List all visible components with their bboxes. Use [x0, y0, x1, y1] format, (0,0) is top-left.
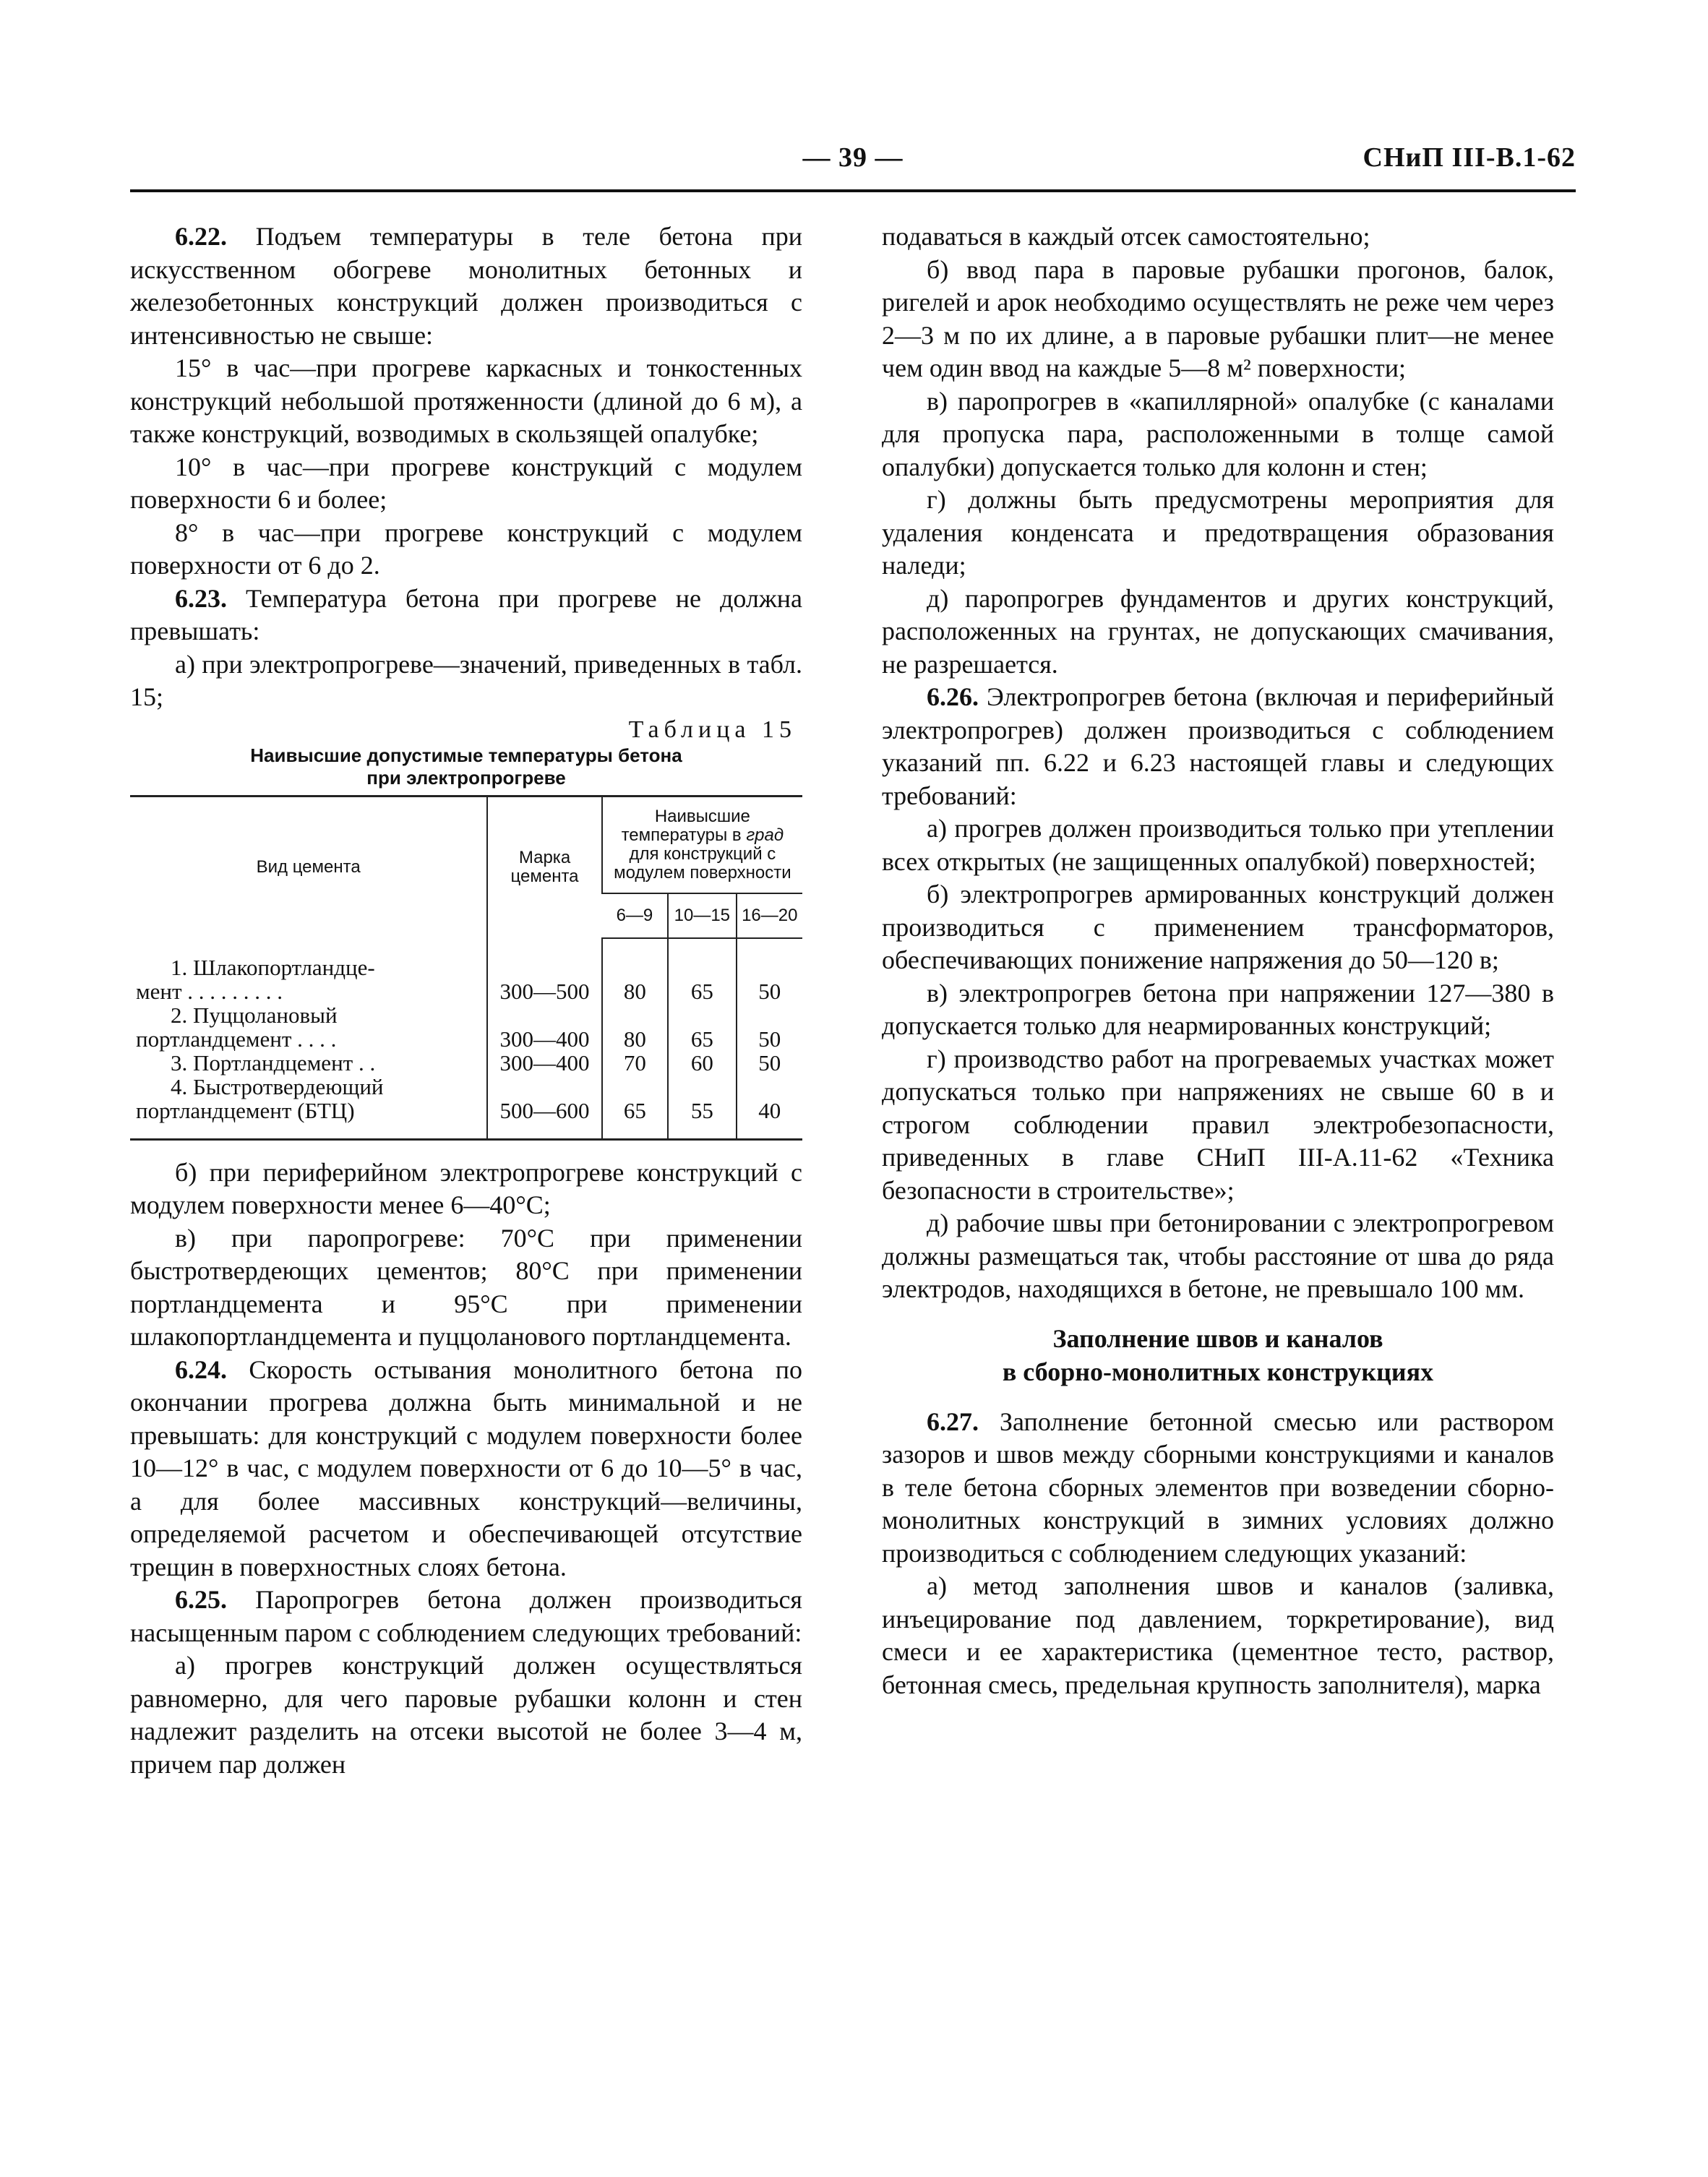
table-caption: Таблица 15	[628, 716, 797, 743]
cell-temp-1: 70	[602, 1051, 668, 1075]
section-heading	[882, 1322, 1554, 1388]
paragraph-6-24	[130, 1354, 802, 1584]
paragraph-a-insulation: а) прогрев должен производиться только при утеплении всех открытых (не защищенных опалубкой) поверхностей;	[882, 814, 1554, 876]
paragraph-g-safety: г) производство работ на прогреваемых участках может допускаться только при напряжениях не свыше 60 в и строгом соблюдении правил электробезопасности, приведенных в главе СНиП III-А.11-62 «Техника безопасности в строительстве»;	[882, 1044, 1554, 1205]
cement-type-line-2: портландцемент . . . .	[136, 1026, 337, 1052]
cell-temp-2: 65	[668, 1003, 736, 1051]
cell-cement-type	[130, 938, 487, 1003]
paragraph-6-27	[882, 1406, 1554, 1571]
cement-type-line-1: 1. Шлакопортландце-	[171, 954, 375, 980]
paragraph-a-method: а) метод заполнения швов и каналов (заливка, инъецирование под давлением, торкретирование), вид смеси и ее характеристика (цементное тесто, раствор, бетонная смесь, предельная крупность заполнителя), марка	[882, 1571, 1554, 1699]
cell-grade: 300—500	[487, 938, 601, 1003]
paragraph-b-steam-input: б) ввод пара в паровые рубашки прогонов, балок, ригелей и арок необходимо осуществлять не реже чем через 2—3 м по их длине, а в паровые рубашки плит—не менее чем один ввод на каждые 5—8 м² поверхности;	[882, 254, 1554, 382]
header-temp-unit: град	[746, 825, 784, 845]
cell-cement-type	[130, 1003, 487, 1051]
cell-temp-3: 40	[737, 1075, 802, 1140]
left-column	[130, 220, 802, 1781]
cell-cement-type	[130, 1075, 487, 1140]
paragraph-b-peripheral: б) при периферийном электропрогреве конструкций с модулем поверхности менее 6—40°С;	[130, 1157, 802, 1219]
cell-temp-2: 65	[668, 938, 736, 1003]
paragraph-text: Паропрогрев бетона должен производиться насыщенным паром с соблюдением следующих требований:	[130, 1585, 802, 1647]
cell-temp-3: 50	[737, 1051, 802, 1075]
paragraph-10-deg: 10° в час—при прогреве конструкций с модулем поверхности 6 и более;	[130, 452, 802, 514]
section-heading-line-2: в сборно-монолитных конструкциях	[1002, 1357, 1434, 1386]
document-code: СНиП III-В.1-62	[1362, 142, 1576, 173]
paragraph-text: Подъем температуры в теле бетона при искусственном обогреве монолитных бетонных и железобетонных конструкций должен производиться с интенсивностью не свыше:	[130, 222, 802, 350]
cell-temp-3: 50	[737, 1003, 802, 1051]
clause-number: 6.25.	[175, 1585, 227, 1614]
cell-temp-2: 60	[668, 1051, 736, 1075]
paragraph-d-foundations: д) паропрогрев фундаментов и других конструкций, расположенных на грунтах, не допускающих смачивания, не разрешается.	[882, 583, 1554, 679]
subheader-modulus-2: 10—15	[668, 893, 736, 938]
cell-temp-2: 55	[668, 1075, 736, 1140]
paragraph-g-condensate: г) должны быть предусмотрены мероприятия для удаления конденсата и предотвращения образования наледи;	[882, 485, 1554, 580]
cement-type-line-1: 2. Пуццолановый	[171, 1002, 338, 1028]
paragraph-text: Температура бетона при прогреве не должна превышать:	[130, 583, 802, 645]
cell-temp-3: 50	[737, 938, 802, 1003]
header-temp-text-b: для конструкций с модулем поверхности	[614, 843, 791, 883]
paragraph-d-joints: д) рабочие швы при бетонировании с электропрогревом должны размещаться так, чтобы расстояние от шва до ряда электродов, находящихся в бетоне, не превышало 100 мм.	[882, 1208, 1554, 1303]
paragraph-text: Скорость остывания монолитного бетона по окончании прогрева должна быть минимальной и не превышать: для конструкций с модулем поверхности более 10—12° в час, с модулем поверхности от 6 до 10—5° в час, а для более массивных конструкций—величины, определяемой расчетом и обеспечивающей отсутствие трещин в поверхностных слоях бетона.	[130, 1354, 802, 1581]
cell-grade: 300—400	[487, 1051, 601, 1075]
clause-number: 6.23.	[175, 583, 227, 613]
paragraph-6-26	[882, 681, 1554, 812]
header-max-temperature	[602, 796, 802, 893]
cement-type-line-2: 3. Портландцемент . .	[171, 1049, 376, 1075]
cell-grade: 500—600	[487, 1075, 601, 1140]
paragraph-15-deg: 15° в час—при прогреве каркасных и тонкостенных конструкций небольшой протяженности (длиной до 6 м), а также конструкций, возводимых в скользящей опалубке;	[130, 353, 802, 448]
paragraph-6-22	[130, 220, 802, 352]
subheader-modulus-1: 6—9	[602, 893, 668, 938]
cement-type-line-2: мент . . . . . . . . .	[136, 978, 283, 1004]
paragraph-a-electro: а) при электропрогреве—значений, приведенных в табл. 15;	[130, 649, 802, 711]
subheader-modulus-3: 16—20	[737, 893, 802, 938]
temperature-table	[130, 795, 802, 1141]
paragraph-a-uniform: а) прогрев конструкций должен осуществляться равномерно, для чего паровые рубашки колонн и стен надлежит разделить на отсеки высотой не более 3—4 м, причем пар должен	[130, 1651, 802, 1779]
cement-type-line-1: 4. Быстротвердеющий	[171, 1073, 384, 1099]
paragraph-text: Заполнение бетонной смесью или раствором зазоров и швов между сборными конструкциями и каналов в теле бетона сборных элементов при возведении сборно-монолитных конструкций в зимних условиях должно производиться с соблюдением следующих указаний:	[882, 1407, 1554, 1568]
page-header	[130, 142, 1576, 179]
paragraph-6-25	[130, 1584, 802, 1649]
table-title	[130, 744, 802, 789]
paragraph-8-deg: 8° в час—при прогреве конструкций с модулем поверхности от 6 до 2.	[130, 518, 802, 580]
table-row	[130, 938, 802, 1003]
table-row	[130, 1075, 802, 1140]
paragraph-text: Электропрогрев бетона (включая и периферийный электропрогрев) должен производиться с соблюдением указаний пп. 6.22 и 6.23 настоящей главы и следующих требований:	[882, 682, 1554, 810]
paragraph-continuation: подаваться в каждый отсек самостоятельно;	[882, 222, 1370, 251]
cell-temp-1: 80	[602, 938, 668, 1003]
cell-cement-type	[130, 1051, 487, 1075]
paragraph-v-steam: в) при паропрогреве: 70°С при применении быстротвердеющих цементов; 80°С при применении портландцемента и 95°С при применении шлакопортландцемента и пуццоланового портландцемента.	[130, 1223, 802, 1351]
table-row	[130, 1003, 802, 1051]
paragraph-v-capillary: в) паропрогрев в «капиллярной» опалубке (с каналами для пропуска пара, расположенными в толще самой опалубки) допускается только для колонн и стен;	[882, 386, 1554, 481]
paragraph-b-transformers: б) электропрогрев армированных конструкций должен производиться с применением трансформаторов, обеспечивающих понижение напряжения до 50—120 в;	[882, 880, 1554, 974]
header-rule	[130, 189, 1576, 192]
section-heading-line-1: Заполнение швов и каналов	[1052, 1323, 1383, 1353]
paragraph-6-23	[130, 583, 802, 648]
header-cement-grade: Марка цемента	[487, 796, 601, 938]
cement-type-line-2: портландцемент (БТЦ)	[136, 1097, 355, 1123]
cell-temp-1: 80	[602, 1003, 668, 1051]
page-number: — 39 —	[802, 142, 904, 173]
clause-number: 6.22.	[175, 222, 227, 251]
clause-number: 6.26.	[927, 682, 979, 711]
right-column	[882, 220, 1554, 1701]
table-title-line-2: при электропрогреве	[366, 766, 566, 789]
cell-grade: 300—400	[487, 1003, 601, 1051]
table-title-line-1: Наивысшие допустимые температуры бетона	[250, 744, 682, 766]
header-temp-text-a: Наивысшие температуры в	[621, 806, 750, 845]
clause-number: 6.27.	[927, 1407, 979, 1436]
cell-temp-1: 65	[602, 1075, 668, 1140]
table-row	[130, 1051, 802, 1075]
paragraph-v-voltage: в) электропрогрев бетона при напряжении 127—380 в допускается только для неармированных конструкций;	[882, 978, 1554, 1040]
header-cement-type: Вид цемента	[130, 796, 487, 938]
clause-number: 6.24.	[175, 1354, 227, 1384]
